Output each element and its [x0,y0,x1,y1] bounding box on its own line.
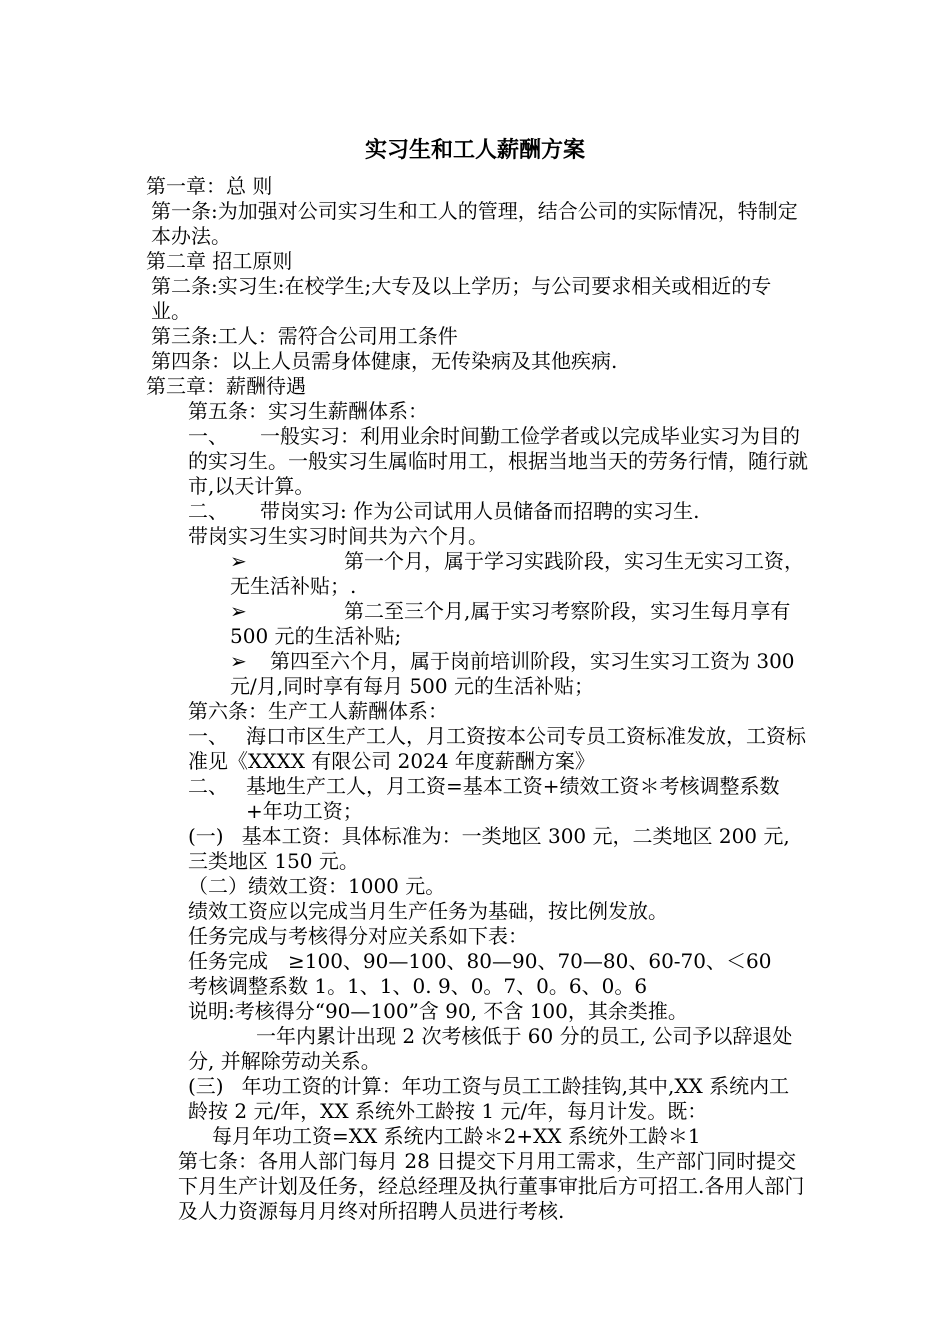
article-5: 第五条：实习生薪酬体系： [188,399,428,423]
bullet-text: 第二至三个月,属于实习考察阶段，实习生每月享有 500 元的生活补贴; [230,599,791,648]
chapter-1-heading: 第一章：总 则 [146,174,273,198]
chapter-2-heading: 第二章 招工原则 [146,249,293,273]
sub-item-2-line-a: 绩效工资应以完成当月生产任务为基础，按比例发放。 [188,899,668,923]
explanation-line: 说明:考核得分“90—100”含 90, 不含 100，其余类推。 [188,999,688,1023]
article-5-item-2 [188,499,808,524]
sub-item-number: （二） [188,874,248,898]
sub-item-3 [188,1074,808,1124]
article-6-item-1 [188,724,808,774]
sub-item-2-line-b: 任务完成与考核得分对应关系如下表： [188,924,528,948]
article-6: 第六条：生产工人薪酬体系： [188,699,448,723]
item-number: 一、 [188,724,228,748]
article-6-item-2 [188,774,808,824]
coefficient-row: 考核调整系数 1。1、1、0. 9、0。7、0。6、0。6 [188,974,648,998]
sub-item-2 [188,874,808,899]
dismissal-rule: 一年内累计出现 2 次考核低于 60 分的员工, 公司予以辞退处分, 并解除劳动关系。 [188,1024,793,1073]
bullet-text: 第四至六个月，属于岗前培训阶段，实习生实习工资为 300 元/月,同时享有每月 500 元的生活补贴； [230,649,795,698]
item-number: 一、 [188,424,228,448]
article-7: 第七条：各用人部门每月 28 日提交下月用工需求，生产部门同时提交下月生产计划及任务，经总经理及执行董事审批后方可招工.各用人部门及人力资源每月月终对所招聘人员进行考核. [178,1149,805,1223]
sub-item-number: (一) [188,824,224,848]
article-4: 第四条：以上人员需身体健康，无传染病及其他疾病. [151,349,618,373]
task-completion-row: 任务完成 ≥100、90—100、80—90、70—80、60-70、＜60 [188,949,772,973]
sub-item-text: 基本工资：具体标准为：一类地区 300 元，二类地区 200 元,三类地区 150 元。 [188,824,790,873]
document-title: 实习生和工人薪酬方案 [364,137,585,163]
arrow-bullet-icon: ➢ [230,599,247,623]
article-5-item-2-note: 带岗实习生实习时间共为六个月。 [188,524,488,548]
chapter-3-heading: 第三章：薪酬待遇 [146,374,306,398]
bullet-item-2 [230,599,808,649]
arrow-bullet-icon: ➢ [230,649,247,673]
seniority-formula: 每月年功工资=XX 系统内工龄＊2+XX 系统外工龄＊1 [212,1124,701,1148]
item-text: 一般实习：利用业余时间勤工俭学者或以完成毕业实习为目的的实习生。一般实习生属临时用工，根据当地当天的劳务行情，随行就市,以天计算。 [188,424,808,498]
arrow-bullet-icon: ➢ [230,549,247,573]
bullet-item-3 [230,649,808,699]
item-text: 海口市区生产工人，月工资按本公司专员工资标准发放，工资标准见《XXXX 有限公司 2024 年度薪酬方案》 [188,724,806,773]
item-text: 带岗实习: 作为公司试用人员储备而招聘的实习生. [260,499,700,523]
document-body [146,174,808,1224]
bullet-item-1 [230,549,808,599]
sub-item-number: (三) [188,1074,224,1098]
sub-item-1 [188,824,808,874]
sub-item-text: 绩效工资：1000 元。 [248,874,446,898]
article-1: 第一条:为加强对公司实习生和工人的管理，结合公司的实际情况，特制定本办法。 [151,199,798,248]
article-3: 第三条:工人：需符合公司用工条件 [151,324,458,348]
item-number: 二、 [188,774,228,798]
sub-item-text: 年功工资的计算：年功工资与员工工龄挂钩,其中,XX 系统内工龄按 2 元/年，XX 系统外工龄按 1 元/年，每月计发。既： [188,1074,790,1123]
item-number: 二、 [188,499,228,523]
article-2: 第二条:实习生:在校学生;大专及以上学历；与公司要求相关或相近的专业。 [151,274,772,323]
bullet-text: 第一个月，属于学习实践阶段，实习生无实习工资，无生活补贴；. [230,549,804,598]
item-text: 基地生产工人，月工资=基本工资+绩效工资＊考核调整系数+年功工资； [246,774,780,823]
article-5-item-1 [188,424,808,499]
